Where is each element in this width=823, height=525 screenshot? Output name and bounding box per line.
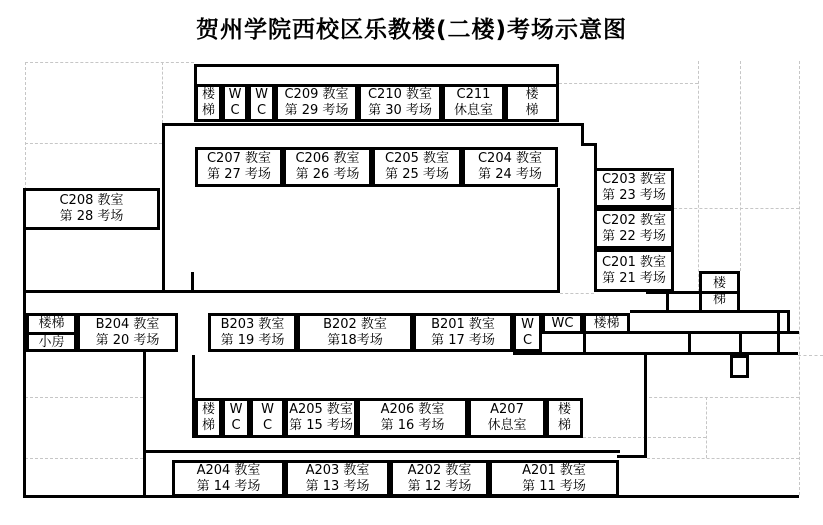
wall (644, 355, 647, 458)
room-c205 (372, 147, 462, 187)
grid-line (25, 143, 162, 144)
room-label: C (262, 418, 273, 433)
room-label: 楼 (201, 402, 215, 417)
room-label: C (256, 103, 267, 118)
wall (739, 334, 742, 355)
room-b203 (208, 313, 297, 352)
room-label: B204 教室 (95, 316, 160, 332)
grid-line (799, 61, 800, 495)
room-label: A203 教室 (305, 462, 370, 478)
room-label: 第 19 考场 (220, 332, 285, 348)
diagram-title: 贺州学院西校区乐教楼(二楼)考场示意图 (195, 17, 628, 43)
room-label: 第 23 考场 (602, 188, 666, 203)
room-b201 (413, 313, 513, 352)
room-label: W (229, 402, 243, 417)
room-label: B201 教室 (431, 316, 495, 332)
room-label: 梯 (525, 103, 539, 118)
stairs-northeast (505, 84, 559, 122)
stairs-east (699, 271, 740, 313)
wall (191, 272, 194, 293)
room-c204 (462, 147, 558, 187)
room-label: 第 13 考场 (305, 478, 370, 494)
room-label: 梯 (557, 418, 571, 433)
room-label: W (261, 402, 274, 417)
grid-line (162, 62, 163, 123)
room-c208 (23, 188, 160, 230)
room-label: 第 28 考场 (59, 209, 124, 224)
grid-line (559, 83, 698, 84)
room-label: 第 16 考场 (380, 418, 445, 433)
room-c202 (594, 208, 674, 249)
stairs-south-east (546, 398, 583, 438)
room-label: B203 教室 (220, 316, 285, 332)
stairs-northwest (195, 84, 222, 122)
wall (787, 310, 790, 334)
room-label: 楼 (557, 402, 571, 417)
room-label: A201 教室 (522, 462, 586, 478)
room-label: 楼梯 (593, 315, 620, 331)
small-annex-box (730, 355, 749, 378)
wall (194, 64, 559, 67)
room-label: 梯 (201, 103, 215, 118)
room-label: B202 教室 (323, 316, 387, 332)
room-label: A204 教室 (196, 462, 261, 478)
room-c211 (442, 84, 505, 122)
room-label: 休息室 (453, 103, 493, 118)
room-label: 第 27 考场 (207, 167, 271, 182)
room-label: 第 20 考场 (95, 332, 160, 348)
room-label: C207 教室 (206, 151, 272, 166)
room-label: A206 教室 (380, 402, 445, 417)
wc-middle-small (542, 313, 583, 334)
room-c201 (594, 249, 674, 292)
room-label: C204 教室 (477, 151, 543, 166)
wall (688, 334, 691, 355)
room-b204 (77, 313, 178, 352)
wc-middle-tall (513, 313, 542, 352)
room-a207 (468, 398, 546, 438)
room-label: W (255, 87, 268, 102)
room-label: 梯 (712, 292, 726, 307)
room-c203 (594, 168, 674, 208)
stairs-small-room (26, 313, 77, 352)
room-label: 小房 (29, 332, 74, 351)
room-a205 (285, 398, 357, 438)
wc-north-2 (248, 84, 275, 122)
room-label: 第 21 考场 (602, 270, 666, 286)
room-label: 梯 (201, 418, 215, 433)
room-label: C206 教室 (295, 151, 360, 166)
room-label: C208 教室 (59, 193, 124, 208)
room-label: 楼 (525, 87, 539, 102)
wc-north-1 (222, 84, 248, 122)
room-label: 第 30 考场 (368, 103, 432, 118)
room-c207 (195, 147, 283, 187)
room-label: C210 教室 (367, 87, 433, 102)
wall (583, 334, 586, 355)
room-a203 (285, 460, 390, 497)
room-a206 (357, 398, 468, 438)
wall (143, 352, 146, 498)
room-label: C203 教室 (601, 172, 667, 187)
room-label: C201 教室 (601, 254, 667, 270)
grid-line (25, 62, 194, 63)
room-label: C (230, 103, 240, 118)
wall (617, 455, 647, 458)
grid-line (647, 458, 799, 459)
room-label: 第 25 考场 (385, 167, 449, 182)
stairs-south-west (195, 398, 222, 438)
room-label: W (228, 87, 242, 102)
grid-line (560, 293, 594, 294)
room-label: C205 教室 (384, 151, 450, 166)
room-a204 (172, 460, 285, 497)
wall (143, 450, 620, 453)
wall (162, 123, 584, 126)
wc-south-2 (250, 398, 285, 438)
room-label: 第 24 考场 (478, 167, 542, 182)
grid-line (798, 355, 823, 356)
grid-line (698, 61, 699, 292)
room-label: 第 12 考场 (407, 478, 472, 494)
room-a202 (390, 460, 489, 497)
room-label: 第18考场 (327, 332, 383, 348)
wc-south-1 (222, 398, 250, 438)
room-label: A202 教室 (407, 462, 472, 478)
room-label: 楼 (201, 87, 215, 102)
room-label: W (521, 316, 534, 332)
grid-line (25, 458, 143, 459)
room-label: 第 14 考场 (196, 478, 261, 494)
grid-line (674, 208, 799, 209)
grid-line (740, 61, 741, 271)
room-b202 (297, 313, 413, 352)
room-label: 楼 (712, 276, 726, 291)
room-label: 第 17 考场 (431, 332, 495, 348)
room-label: 第 29 考场 (284, 103, 349, 118)
room-a201 (489, 460, 619, 497)
wall (630, 331, 799, 334)
stairs-middle (583, 313, 630, 334)
room-label: 楼梯 (38, 316, 65, 331)
wall (23, 290, 560, 293)
room-label: C202 教室 (601, 212, 667, 228)
room-c210 (358, 84, 442, 122)
room-label: 第 22 考场 (602, 228, 666, 244)
room-label: A205 教室 (289, 402, 353, 417)
grid-line (25, 397, 143, 398)
room-label: 第 11 考场 (522, 478, 586, 494)
wall (557, 188, 560, 293)
grid-line (706, 397, 707, 458)
room-label: C (231, 418, 241, 433)
wall (594, 146, 597, 170)
room-label: 第 26 考场 (295, 167, 360, 182)
room-label: WC (551, 315, 574, 331)
room-c206 (283, 147, 372, 187)
wall (162, 123, 165, 293)
room-c209 (275, 84, 358, 122)
room-label: C (522, 332, 533, 348)
room-label: 休息室 (487, 418, 527, 433)
room-label: A207 (490, 402, 524, 417)
room-label: C209 教室 (284, 87, 349, 102)
room-label: 第 15 考场 (289, 418, 353, 433)
wall (777, 313, 780, 355)
wall (513, 352, 798, 355)
room-label: C211 (456, 87, 491, 102)
grid-line (644, 397, 799, 398)
